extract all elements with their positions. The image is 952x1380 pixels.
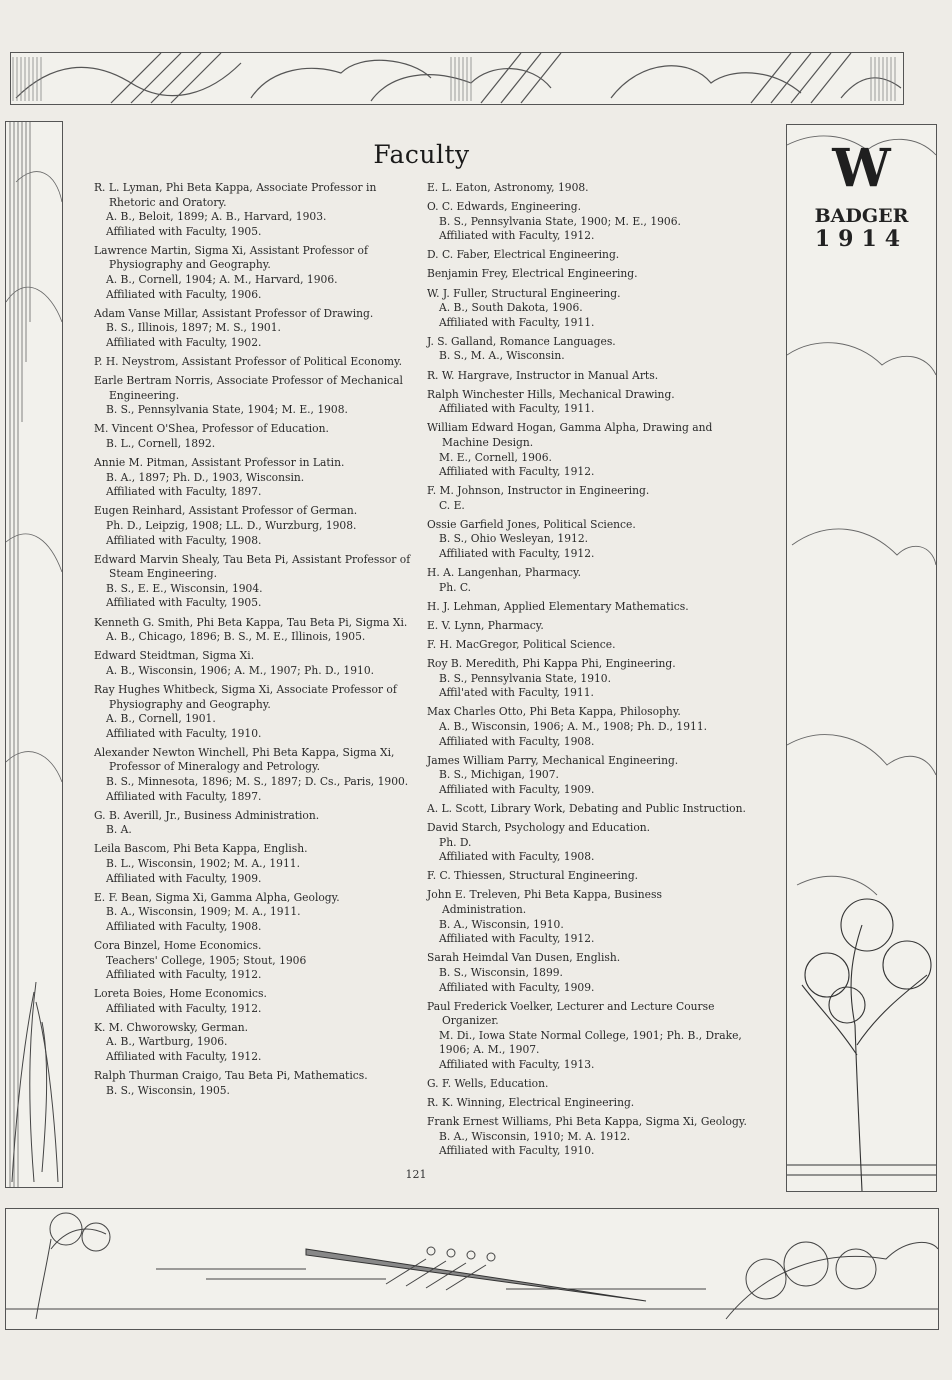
faculty-member-heading: Edward Steidtman, Sigma Xi. (94, 649, 255, 663)
faculty-member-heading: F. H. MacGregor, Political Science. (427, 638, 616, 652)
faculty-member-detail: Affiliated with Faculty, 1909. (106, 871, 262, 885)
faculty-entry (94, 244, 416, 302)
faculty-member-detail: Affiliated with Faculty, 1913. (439, 1057, 595, 1071)
faculty-member-detail: Affiliated with Faculty, 1912. (106, 1001, 262, 1015)
faculty-member-heading: E. V. Lynn, Pharmacy. (427, 618, 544, 632)
faculty-entry (427, 1077, 749, 1092)
faculty-member-heading: J. S. Galland, Romance Languages. (427, 334, 616, 348)
faculty-member-detail: Affiliated with Faculty, 1905. (106, 596, 262, 610)
faculty-member-detail: Affiliated with Faculty, 1912. (439, 465, 595, 479)
faculty-member-detail: Affiliated with Faculty, 1908. (439, 734, 595, 748)
faculty-entry (427, 518, 749, 562)
faculty-member-detail: Affiliated with Faculty, 1908. (439, 850, 595, 864)
faculty-entry (427, 951, 749, 995)
faculty-member-detail: A. B., Beloit, 1899; A. B., Harvard, 1903. (106, 210, 327, 224)
faculty-member-detail: Affiliated with Faculty, 1909. (439, 782, 595, 796)
faculty-member-heading: Eugen Reinhard, Assistant Professor of German. (94, 504, 358, 518)
faculty-member-detail: B. S., Illinois, 1897; M. S., 1901. (106, 321, 281, 335)
faculty-member-detail: B. S., Wisconsin, 1899. (439, 965, 563, 979)
faculty-member-heading: M. Vincent O'Shea, Professor of Education. (94, 422, 329, 436)
faculty-member-heading: R. K. Winning, Electrical Engineering. (427, 1096, 635, 1110)
faculty-entry (427, 369, 749, 384)
faculty-entry (427, 888, 749, 946)
faculty-member-heading: W. J. Fuller, Structural Engineering. (427, 286, 621, 300)
faculty-entry (427, 869, 749, 884)
faculty-entry (427, 705, 749, 749)
faculty-entry (94, 939, 416, 983)
faculty-member-heading: F. C. Thiessen, Structural Engineering. (427, 869, 639, 883)
faculty-entry (94, 891, 416, 935)
faculty-member-detail: Affiliated with Faculty, 1912. (106, 1050, 262, 1064)
rowing-crew-illustration (6, 1209, 938, 1329)
page-title: Faculty (373, 140, 470, 169)
faculty-member-heading: Alexander Newton Winchell, Phi Beta Kappa, Sigma Xi, Professor of Mineralogy and Petrology. (94, 745, 395, 774)
faculty-member-heading: Paul Frederick Voelker, Lecturer and Lecture Course Organizer. (427, 999, 715, 1028)
faculty-member-detail: B. S., Pennsylvania State, 1910. (439, 671, 612, 685)
faculty-member-heading: D. C. Faber, Electrical Engineering. (427, 248, 620, 262)
faculty-entry (427, 600, 749, 615)
faculty-member-detail: B. S., Michigan, 1907. (439, 768, 559, 782)
faculty-member-heading: Annie M. Pitman, Assistant Professor in Latin. (94, 456, 345, 470)
faculty-member-detail: Affiliated with Faculty, 1912. (106, 968, 262, 982)
faculty-member-detail: Affiliated with Faculty, 1911. (439, 315, 595, 329)
faculty-member-detail: B. A., Wisconsin, 1909; M. A., 1911. (106, 905, 301, 919)
faculty-member-detail: B. A., Wisconsin, 1910; M. A. 1912. (439, 1129, 631, 1143)
bottom-decorative-band (5, 1208, 939, 1330)
faculty-entry (427, 1096, 749, 1111)
faculty-member-heading: A. L. Scott, Library Work, Debating and Public Instruction. (427, 801, 746, 815)
faculty-entry (94, 307, 416, 351)
faculty-member-heading: Loreta Boies, Home Economics. (94, 987, 267, 1001)
faculty-member-heading: Kenneth G. Smith, Phi Beta Kappa, Tau Beta Pi, Sigma Xi. (94, 615, 408, 629)
faculty-entry (94, 355, 416, 370)
faculty-entry (94, 504, 416, 548)
faculty-entry (94, 842, 416, 886)
faculty-entry (94, 746, 416, 804)
faculty-entry (94, 1069, 416, 1098)
faculty-member-heading: Benjamin Frey, Electrical Engineering. (427, 267, 638, 281)
sky-illustration (11, 53, 903, 104)
faculty-member-detail: Affil'ated with Faculty, 1911. (439, 686, 594, 700)
faculty-entry (427, 1115, 749, 1159)
faculty-member-detail: M. Di., Iowa State Normal College, 1901; Ph. B., Drake, 1906; A. M., 1907. (439, 1028, 742, 1057)
faculty-member-detail: A. B., South Dakota, 1906. (439, 301, 583, 315)
faculty-member-heading: G. F. Wells, Education. (427, 1077, 549, 1091)
faculty-member-detail: B. S., Ohio Wesleyan, 1912. (439, 532, 589, 546)
faculty-member-heading: Edward Marvin Shealy, Tau Beta Pi, Assistant Professor of Steam Engineering. (94, 552, 411, 581)
faculty-member-heading: David Starch, Psychology and Education. (427, 821, 651, 835)
tree-and-clouds-illustration (787, 125, 936, 1191)
faculty-entry (427, 335, 749, 364)
top-decorative-band (10, 52, 904, 105)
faculty-member-detail: Affiliated with Faculty, 1905. (106, 224, 262, 238)
faculty-member-heading: Ossie Garfield Jones, Political Science. (427, 517, 636, 531)
faculty-member-heading: James William Parry, Mechanical Engineering. (427, 753, 679, 767)
faculty-member-heading: K. M. Chworowsky, German. (94, 1020, 248, 1034)
faculty-entry (427, 200, 749, 244)
faculty-entry (427, 1000, 749, 1073)
faculty-member-detail: B. L., Wisconsin, 1902; M. A., 1911. (106, 856, 300, 870)
faculty-member-heading: Leila Bascom, Phi Beta Kappa, English. (94, 842, 308, 856)
faculty-member-heading: O. C. Edwards, Engineering. (427, 200, 582, 214)
faculty-entry (427, 802, 749, 817)
faculty-member-detail: A. B., Cornell, 1904; A. M., Harvard, 1906. (106, 273, 338, 287)
faculty-entry (94, 422, 416, 451)
faculty-member-detail: Ph. C. (439, 580, 472, 594)
faculty-member-heading: P. H. Neystrom, Assistant Professor of Political Economy. (94, 355, 403, 369)
right-decorative-panel (786, 124, 937, 1192)
faculty-entry (427, 619, 749, 634)
faculty-entry (94, 616, 416, 645)
faculty-member-detail: A. B., Wisconsin, 1906; A. M., 1908; Ph. D., 1911. (439, 720, 708, 733)
faculty-member-detail: Ph. D., Leipzig, 1908; LL. D., Wurzburg, 1908. (106, 518, 357, 532)
faculty-member-detail: Affiliated with Faculty, 1902. (106, 335, 262, 349)
faculty-member-heading: Roy B. Meredith, Phi Kappa Phi, Engineering. (427, 657, 676, 671)
badger-logo-year: 1914 (814, 226, 909, 252)
faculty-member-heading: Cora Binzel, Home Economics. (94, 938, 262, 952)
faculty-member-heading: Ralph Thurman Craigo, Tau Beta Pi, Mathematics. (94, 1069, 368, 1083)
faculty-entry (427, 821, 749, 865)
faculty-member-detail: B. A., 1897; Ph. D., 1903, Wisconsin. (106, 470, 305, 484)
faculty-member-detail: A. B., Cornell, 1901. (106, 712, 216, 726)
faculty-member-detail: A. B., Wartburg, 1906. (106, 1035, 228, 1049)
faculty-member-detail: Teachers' College, 1905; Stout, 1906 (106, 953, 307, 967)
faculty-member-heading: R. W. Hargrave, Instructor in Manual Arts. (427, 368, 659, 382)
faculty-entry (94, 987, 416, 1016)
faculty-entry (427, 754, 749, 798)
faculty-member-detail: Affiliated with Faculty, 1908. (106, 919, 262, 933)
faculty-member-detail: A. B., Wisconsin, 1906; A. M., 1907; Ph. D., 1910. (106, 663, 375, 677)
faculty-member-detail: C. E. (439, 498, 465, 512)
faculty-member-detail: Affiliated with Faculty, 1911. (439, 402, 595, 416)
faculty-entry (94, 649, 416, 678)
faculty-entry (94, 683, 416, 741)
faculty-member-heading: Adam Vanse Millar, Assistant Professor of Drawing. (94, 306, 374, 320)
faculty-entry (94, 553, 416, 611)
faculty-member-heading: Max Charles Otto, Phi Beta Kappa, Philosophy. (427, 705, 681, 719)
faculty-member-heading: G. B. Averill, Jr., Business Administration. (94, 808, 320, 822)
faculty-entry (94, 374, 416, 418)
faculty-member-heading: F. M. Johnson, Instructor in Engineering. (427, 484, 650, 498)
faculty-entry (427, 287, 749, 331)
faculty-entry (427, 267, 749, 282)
faculty-member-heading: E. L. Eaton, Astronomy, 1908. (427, 181, 589, 194)
faculty-member-detail: Affiliated with Faculty, 1897. (106, 789, 262, 803)
badger-logo-name: BADGER (814, 205, 909, 227)
faculty-list-left-column (94, 181, 416, 1103)
faculty-member-heading: Ray Hughes Whitbeck, Sigma Xi, Associate Professor of Physiography and Geography. (94, 682, 397, 711)
faculty-member-detail: Affiliated with Faculty, 1912. (439, 932, 595, 946)
faculty-entry (427, 566, 749, 595)
faculty-entry (94, 809, 416, 838)
faculty-member-detail: B. S., E. E., Wisconsin, 1904. (106, 581, 263, 595)
faculty-member-heading: Lawrence Martin, Sigma Xi, Assistant Professor of Physiography and Geography. (94, 243, 368, 272)
faculty-entry (427, 657, 749, 701)
faculty-member-heading: Sarah Heimdal Van Dusen, English. (427, 951, 621, 965)
faculty-member-detail: Affiliated with Faculty, 1912. (439, 547, 595, 561)
faculty-entry (94, 456, 416, 500)
faculty-entry (94, 1021, 416, 1065)
faculty-member-detail: Affiliated with Faculty, 1910. (106, 726, 262, 740)
willow-tree-illustration (6, 122, 62, 1187)
badger-logo-letter: W (832, 138, 891, 199)
faculty-entry (94, 181, 416, 239)
faculty-member-heading: R. L. Lyman, Phi Beta Kappa, Associate Professor in Rhetoric and Oratory. (94, 181, 377, 209)
faculty-member-detail: B. S., Minnesota, 1896; M. S., 1897; D. Cs., Paris, 1900. (106, 774, 409, 788)
faculty-member-detail: B. S., Wisconsin, 1905. (106, 1083, 230, 1097)
page-number: 121 (405, 1168, 427, 1181)
faculty-member-detail: A. B., Chicago, 1896; B. S., M. E., Illinois, 1905. (106, 630, 366, 644)
left-decorative-strip (5, 121, 63, 1188)
faculty-member-detail: Affiliated with Faculty, 1909. (439, 980, 595, 994)
faculty-member-heading: John E. Treleven, Phi Beta Kappa, Business Administration. (427, 888, 662, 917)
faculty-member-detail: Ph. D. (439, 835, 472, 849)
faculty-member-detail: Affiliated with Faculty, 1897. (106, 485, 262, 499)
faculty-member-heading: Frank Ernest Williams, Phi Beta Kappa, Sigma Xi, Geology. (427, 1115, 747, 1129)
faculty-entry (427, 421, 749, 479)
faculty-member-detail: B. A., Wisconsin, 1910. (439, 917, 564, 931)
faculty-list-right-column (427, 181, 749, 1164)
faculty-member-heading: E. F. Bean, Sigma Xi, Gamma Alpha, Geology. (94, 890, 340, 904)
faculty-entry (427, 181, 749, 196)
faculty-entry (427, 388, 749, 417)
faculty-member-detail: M. E., Cornell, 1906. (439, 450, 552, 464)
faculty-entry (427, 638, 749, 653)
faculty-member-heading: H. A. Langenhan, Pharmacy. (427, 566, 582, 580)
faculty-member-detail: B. S., Pennsylvania State, 1904; M. E., 1908. (106, 403, 348, 417)
faculty-entry (427, 248, 749, 263)
faculty-entry (427, 484, 749, 513)
faculty-member-heading: William Edward Hogan, Gamma Alpha, Drawing and Machine Design. (427, 421, 713, 449)
faculty-member-detail: Affiliated with Faculty, 1908. (106, 533, 262, 547)
faculty-member-heading: H. J. Lehman, Applied Elementary Mathematics. (427, 599, 689, 613)
faculty-member-detail: B. S., Pennsylvania State, 1900; M. E., 1906. (439, 214, 681, 228)
faculty-member-detail: Affiliated with Faculty, 1910. (439, 1144, 595, 1158)
faculty-member-detail: Affiliated with Faculty, 1912. (439, 229, 595, 243)
faculty-member-detail: B. L., Cornell, 1892. (106, 437, 216, 450)
faculty-member-heading: Earle Bertram Norris, Associate Professor of Mechanical Engineering. (94, 374, 403, 402)
faculty-member-detail: B. S., M. A., Wisconsin. (439, 349, 565, 363)
faculty-member-heading: Ralph Winchester Hills, Mechanical Drawing. (427, 387, 675, 401)
faculty-member-detail: Affiliated with Faculty, 1906. (106, 287, 262, 301)
faculty-member-detail: B. A. (106, 823, 132, 837)
